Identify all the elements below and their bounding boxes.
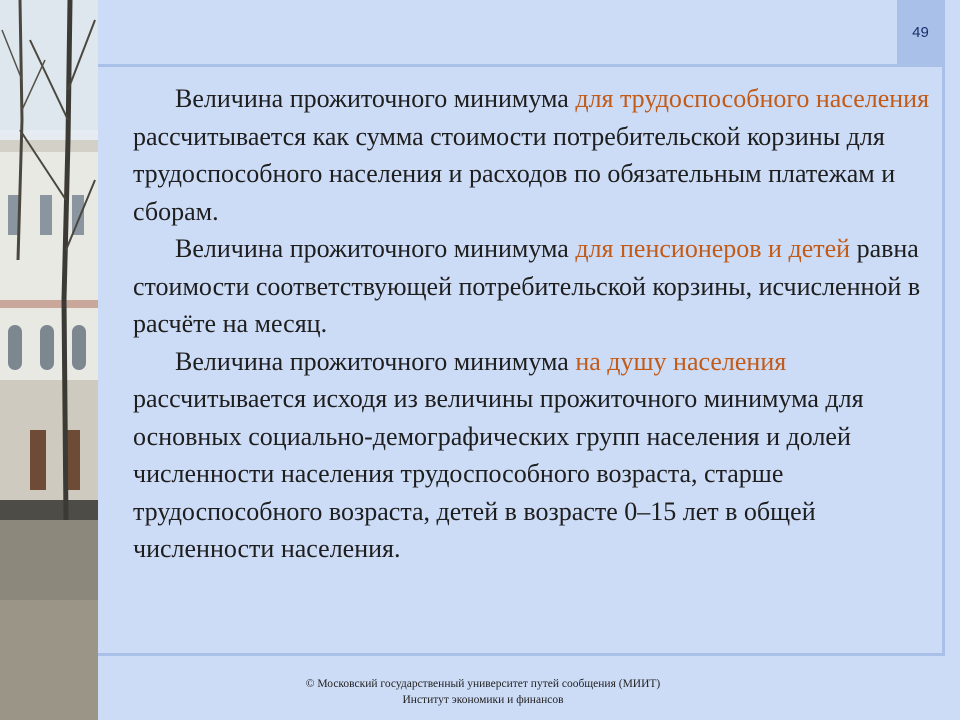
top-divider: [98, 64, 944, 67]
paragraph-text: равна стоимости соответствующей потребительской корзины, исчисленной в расчёте на месяц.: [133, 234, 921, 338]
paragraph-text: Величина прожиточного минимума: [175, 84, 576, 113]
slide-body: [133, 80, 933, 568]
paragraph-text: рассчитывается как сумма стоимости потребительской корзины для трудоспособного населения и расходов по обязательным платежам и сборам.: [133, 121, 896, 226]
highlighted-term: на душу населения: [575, 346, 787, 376]
highlighted-term: для пенсионеров и детей: [575, 234, 851, 263]
right-divider: [942, 0, 945, 656]
page-number: 49: [912, 23, 929, 41]
footer: [98, 676, 868, 708]
highlighted-term: для трудоспособного населения: [575, 84, 930, 113]
building-photo: [0, 0, 98, 720]
paragraph-working-age: [133, 80, 933, 230]
bottom-divider: [98, 653, 944, 656]
paragraph-text: Величина прожиточного минимума: [175, 346, 576, 376]
building-photo-graphic: [0, 0, 98, 720]
paragraph-text: рассчитывается исходя из величины прожиточного минимума для основных социально-демографических групп населения и долей численности населения трудоспособного возраста, старше трудоспособного возраста, детей в возрасте 0–15 лет в общей численности населения.: [133, 384, 864, 563]
paragraph-text: Величина прожиточного минимума: [175, 234, 576, 263]
paragraph-per-capita: [133, 343, 933, 568]
paragraph-pensioners-children: [133, 230, 933, 343]
page-number-box: [897, 0, 944, 64]
footer-institute: Институт экономики и финансов: [402, 694, 564, 706]
footer-university: © Московский государственный университет путей сообщения (МИИТ): [305, 678, 661, 690]
